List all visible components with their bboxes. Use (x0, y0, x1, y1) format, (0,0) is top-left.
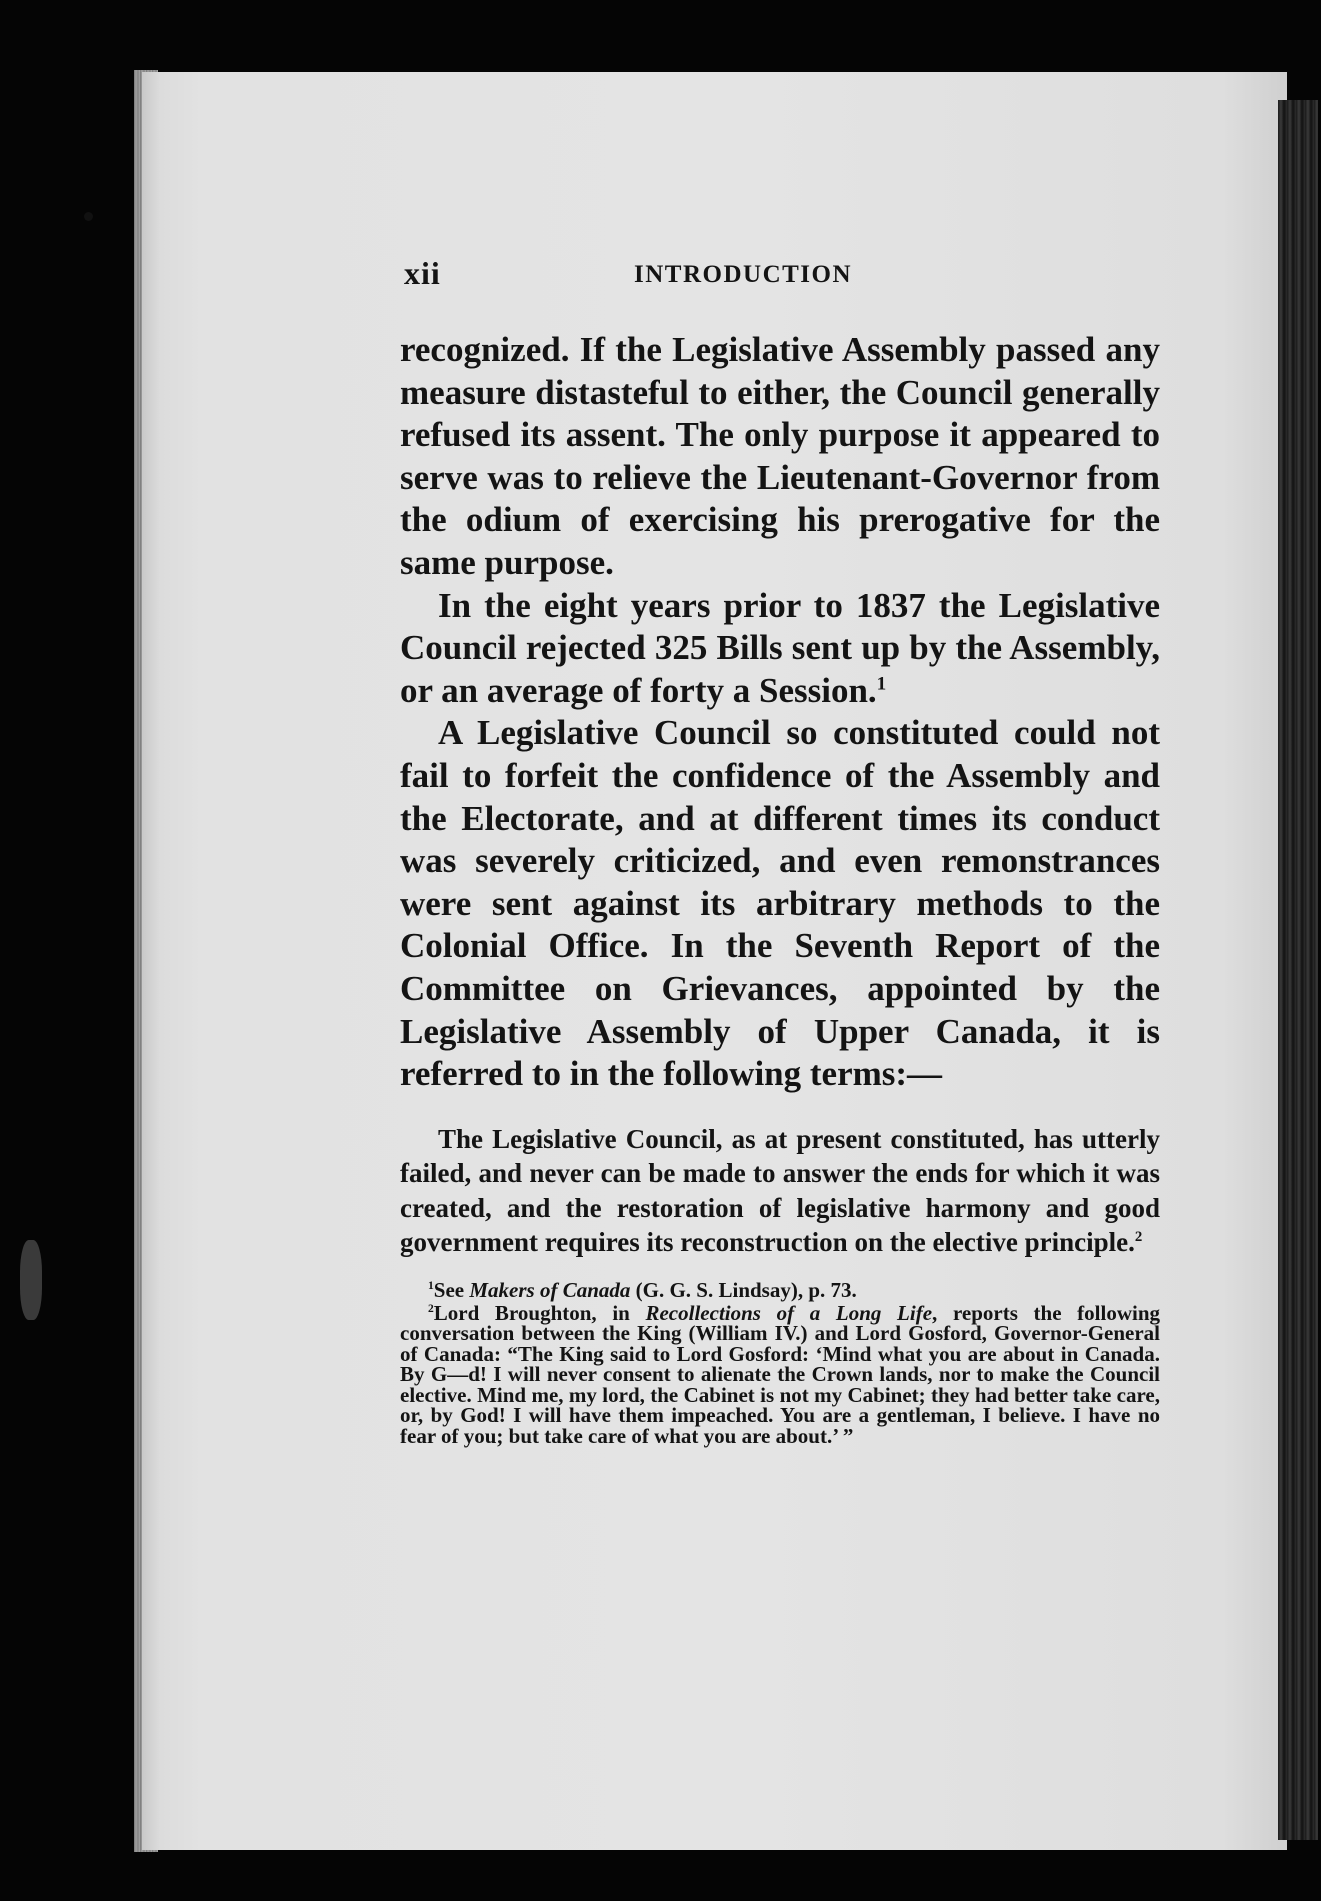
scan-smudge (20, 1240, 42, 1320)
footnote-number: 2 (428, 1302, 434, 1315)
footnote-2 (400, 1300, 1161, 1448)
footnote-book-title: Makers of Canada (469, 1278, 631, 1303)
block-quotation (400, 1122, 1160, 1260)
footnote-1 (400, 1280, 1160, 1301)
paragraph-1 (400, 329, 1160, 585)
footnotes (400, 1280, 1160, 1446)
footnote-number: 1 (428, 1280, 434, 1293)
paragraph-text: recognized. If the Legislative Assembly passed any measure distasteful to either, the Council generally refused its assent. The only purpose it appeared to serve was to relieve the Lieutenant-Governor from the odium of exercising his prerogative for the same purpose. (400, 330, 1160, 582)
footnote-mark: 2 (1134, 1229, 1143, 1246)
footnote-text: (G. G. S. Lindsay), p. 73. (630, 1278, 857, 1303)
paragraph-text: A Legislative Council so constituted could not fail to forfeit the confidence of the Assembly and the Electorate, and at different times its conduct was severely criticized, and even remonstrances were sent against its arbitrary methods to the Colonial Office. In the Seventh Report of the Committee on Grievances, appointed by the Legislative Assembly of Upper Canada, it is referred to in the following terms:— (400, 713, 1160, 1094)
footnote-mark: 1 (876, 673, 887, 695)
footnote-text: , reports the following conversation between the King (William IV.) and Lord Gosford, Governor-General of Canada: “The King said to Lord Gosford: ‘Mind what you are about in Canada. By G—d! I will never consent to alienate the Crown lands, nor to make the Council elective. Mind me, my lord, the Cabinet is not my Cabinet; they had better take care, or, by God! I will have them impeached. You are a gentleman, I believe. I have no fear of you; but take care of what you are about.’ ” (400, 1300, 1161, 1448)
page-number: xii (404, 255, 441, 291)
footnote-text: Lord Broughton, in (433, 1300, 646, 1325)
scan-speck (84, 212, 93, 221)
quotation-text: The Legislative Council, as at present constituted, has utterly failed, and never can be made to answer the ends for which it was created, and the restoration of legislative harmony and good government requires its reconstruction on the elective principle. (400, 1123, 1160, 1258)
page-edge-right (1278, 100, 1318, 1840)
footnote-text: See (433, 1278, 470, 1303)
page-text (400, 255, 1160, 1448)
paragraph-3 (400, 712, 1160, 1095)
footnote-book-title: Recollections of a Long Life (645, 1300, 933, 1325)
running-head (400, 255, 1160, 295)
paragraph-text: In the eight years prior to 1837 the Legislative Council rejected 325 Bills sent up by the Assembly, or an average of forty a Session. (400, 585, 1160, 710)
paragraph-2 (400, 585, 1160, 713)
running-title: INTRODUCTION (634, 261, 853, 288)
